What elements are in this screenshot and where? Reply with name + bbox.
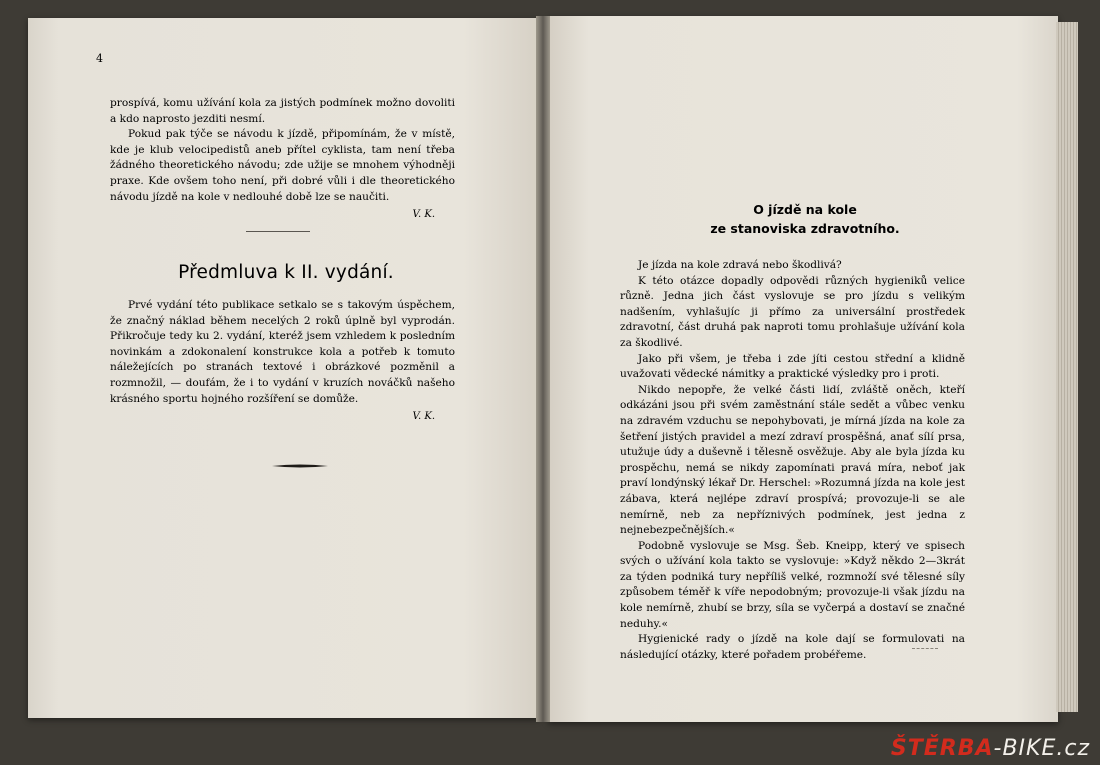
site-watermark — [891, 736, 1090, 761]
chapter-paragraph: Je jízda na kole zdravá nebo škodlivá? — [638, 259, 842, 271]
watermark-part-2: -BIKE.cz — [993, 736, 1090, 761]
chapter-paragraph: Hygienické rady o jízdě na kole dají se formulovati na následující otázky, které pořadem probéřeme. — [620, 633, 965, 661]
end-mark — [912, 648, 938, 650]
chapter-paragraph: K této otázce dopadly odpovědi různých hygieniků velice různě. Jedna jich část vyslovuje se pro jízdu s velikým nadšením, vyhlašujíc ji přímo za universální prostředek zdravotní, část druhá pak naproti tomu prohlašuje užívání kola za škodlivé. — [620, 274, 965, 349]
preface-paragraph: Prvé vydání této publikace setkalo se s takovým úspěchem, že značný náklad během necelých 2 roků úplně byl vyprodán. Přikročuje tedy ku 2. vydání, kteréž jsem vzhledem k posledním novinkám a zdokonalení konstrukce kola a potřeb k tomuto náležejících po stranách textové i obrázkové pozměnil a rozmnožil, — doufám, že i to vydání v kruzích nováčků našeho krásného sportu hojného rozšíření se domůže. — [110, 299, 455, 405]
page-number: 4 — [96, 52, 103, 65]
chapter-title-line-1: O jízdě na kole — [753, 202, 857, 217]
chapter-paragraph: Podobně vyslovuje se Msg. Šeb. Kneipp, který ve spisech svých o užívání kola takto se vyslovuje: »Když někdo 2—3krát za týden podniká tury nepříliš velké, rozmnoží své tělesné síly způsobem téměř k víře nepodobným; provozuje-li však jízdu na kole nemírně, zhubí se brzy, síla se vyčerpá a dostaví se značné neduhy.« — [620, 539, 965, 630]
section-divider — [246, 231, 310, 232]
preface-text-block — [110, 298, 455, 425]
chapter-paragraph: Nikdo nepopře, že velké části lidí, zvláště oněch, kteří odkázáni jsou při svém zaměstnání stále sedět a vůbec venku na zdravém vzduchu se nepohybovati, je mírná jízda na kole za šetření jistých pravidel a mezí zdraví prospěšná, anať sílí prsa, utužuje údy a duševně i tělesně osvěžuje. Aby ale byla jízda ku prospěchu, nemá se nikdy zapomínati pravá míra, neboť jak praví londýnský lékař Dr. Herschel: »Rozumná jízda na kole jest zábava, která nejlépe zdraví prospívá; provozuje-li se ale nemírně, neb za nepříznivých podmínek, jest jedna z nejnebezpečnějších.« — [620, 383, 965, 537]
chapter-title — [640, 200, 970, 238]
intro-paragraph-2: Pokud pak týče se návodu k jízdě, připomínám, že v místě, kde je klub velocipedistů aneb přítel cyklista, tam není třeba žádného theoretického návodu; zde užije se mnohem výhodněji praxe. Kde ovšem toho není, při dobré vůli i dle theoretického návodu jízdě na kole v nedlouhé době lze se naučiti. — [110, 128, 455, 203]
intro-text-block — [110, 96, 455, 223]
preface-signature: V. K. — [412, 411, 435, 423]
intro-paragraph-1: prospívá, komu užívání kola za jistých podmínek možno dovoliti a kdo naprosto jezditi nesmí. — [110, 97, 455, 125]
preface-title: Předmluva k II. vydání. — [178, 262, 394, 283]
chapter-paragraph: Jako při všem, je třeba i zde jíti cestou střední a klidně uvažovati vědecké námitky a praktické výsledky pro i proti. — [620, 352, 965, 381]
ornament-icon — [272, 464, 328, 468]
watermark-part-1: ŠTĚRBA — [890, 736, 994, 761]
chapter-text-block — [620, 258, 965, 663]
intro-signature: V. K. — [412, 209, 435, 221]
chapter-title-line-2: ze stanoviska zdravotního. — [710, 221, 900, 236]
book-gutter — [536, 16, 550, 722]
page-edges — [1056, 22, 1078, 712]
